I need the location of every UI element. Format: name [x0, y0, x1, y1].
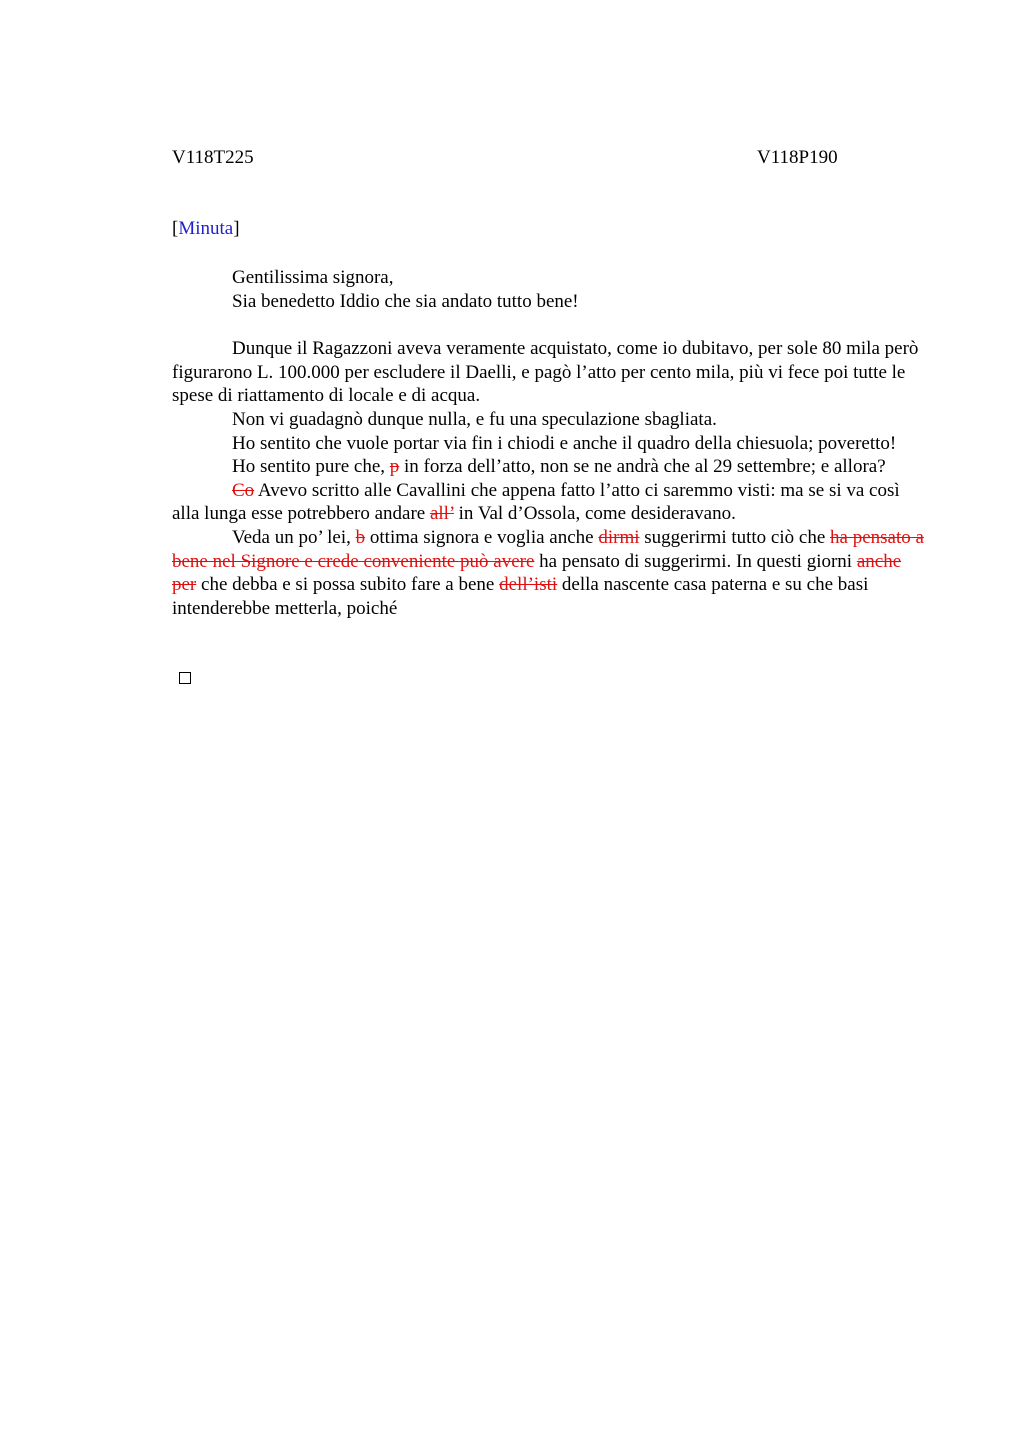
document-code-left: V118T225 [172, 147, 254, 168]
document-kind [172, 217, 240, 241]
text-span: Avevo scritto alle Cavallini che appena fatto l’atto ci saremmo visti: ma se si va così alla lunga esse potrebbero andare [172, 479, 900, 525]
text-span: Veda un po’ lei, [232, 526, 356, 548]
opening-line: Sia benedetto Iddio che sia andato tutto bene! [232, 290, 579, 312]
paragraph-2: Non vi guadagnò dunque nulla, e fu una speculazione sbagliata. [232, 408, 717, 430]
kind-close-bracket: ] [233, 218, 240, 239]
text-span: ha pensato di suggerirmi. In questi giorni [534, 550, 857, 572]
text-span: della nascente casa paterna e su che basi intenderebbe metterla, poiché [172, 574, 869, 619]
paragraph-gap [172, 313, 926, 337]
page-header [172, 146, 926, 170]
checkbox-icon [179, 672, 191, 684]
text-span: in forza dell’atto, non se ne andrà che al 29 settembre; e allora? [399, 456, 886, 478]
deleted-text: b [355, 526, 366, 548]
letter-body [172, 266, 926, 620]
paragraph-5 [172, 479, 926, 526]
kind-open-bracket: [ [172, 218, 179, 239]
deleted-text: dirmi [598, 526, 640, 548]
text-span: suggerirmi tutto ciò che [639, 526, 831, 548]
kind-label-link[interactable]: Minuta [178, 218, 234, 239]
paragraph-4 [172, 455, 926, 479]
paragraph-3: Ho sentito che vuole portar via fin i chiodi e anche il quadro della chiesuola; poveretto! [232, 432, 897, 454]
paragraph-1: Dunque il Ragazzoni aveva veramente acquistato, come io dubitavo, per sole 80 mila però figurarono L. 100.000 per escludere il Daelli, e pagò l’atto per cento mila, più vi fece poi tutte le spese di riattamento di locale e di acqua. [172, 338, 919, 407]
deleted-text: Co [232, 479, 255, 501]
deleted-text: all’ [429, 503, 454, 525]
text-span: Ho sentito pure che, [232, 456, 390, 478]
text-span: in Val d’Ossola, come desideravano. [453, 503, 736, 525]
salutation: Gentilissima signora, [232, 267, 394, 288]
document-code-right: V118P190 [757, 147, 838, 168]
text-span: che debba e si possa subito fare a bene [196, 574, 500, 596]
text-span: ottima signora e voglia anche [365, 526, 599, 548]
paragraph-6 [172, 526, 926, 620]
deleted-text: p [389, 456, 400, 478]
deleted-text: dell’isti [499, 574, 558, 596]
deleted-text: ha pensato a bene nel Signore e crede conveniente può avere [172, 526, 924, 572]
deleted-text: anche per [172, 550, 902, 596]
